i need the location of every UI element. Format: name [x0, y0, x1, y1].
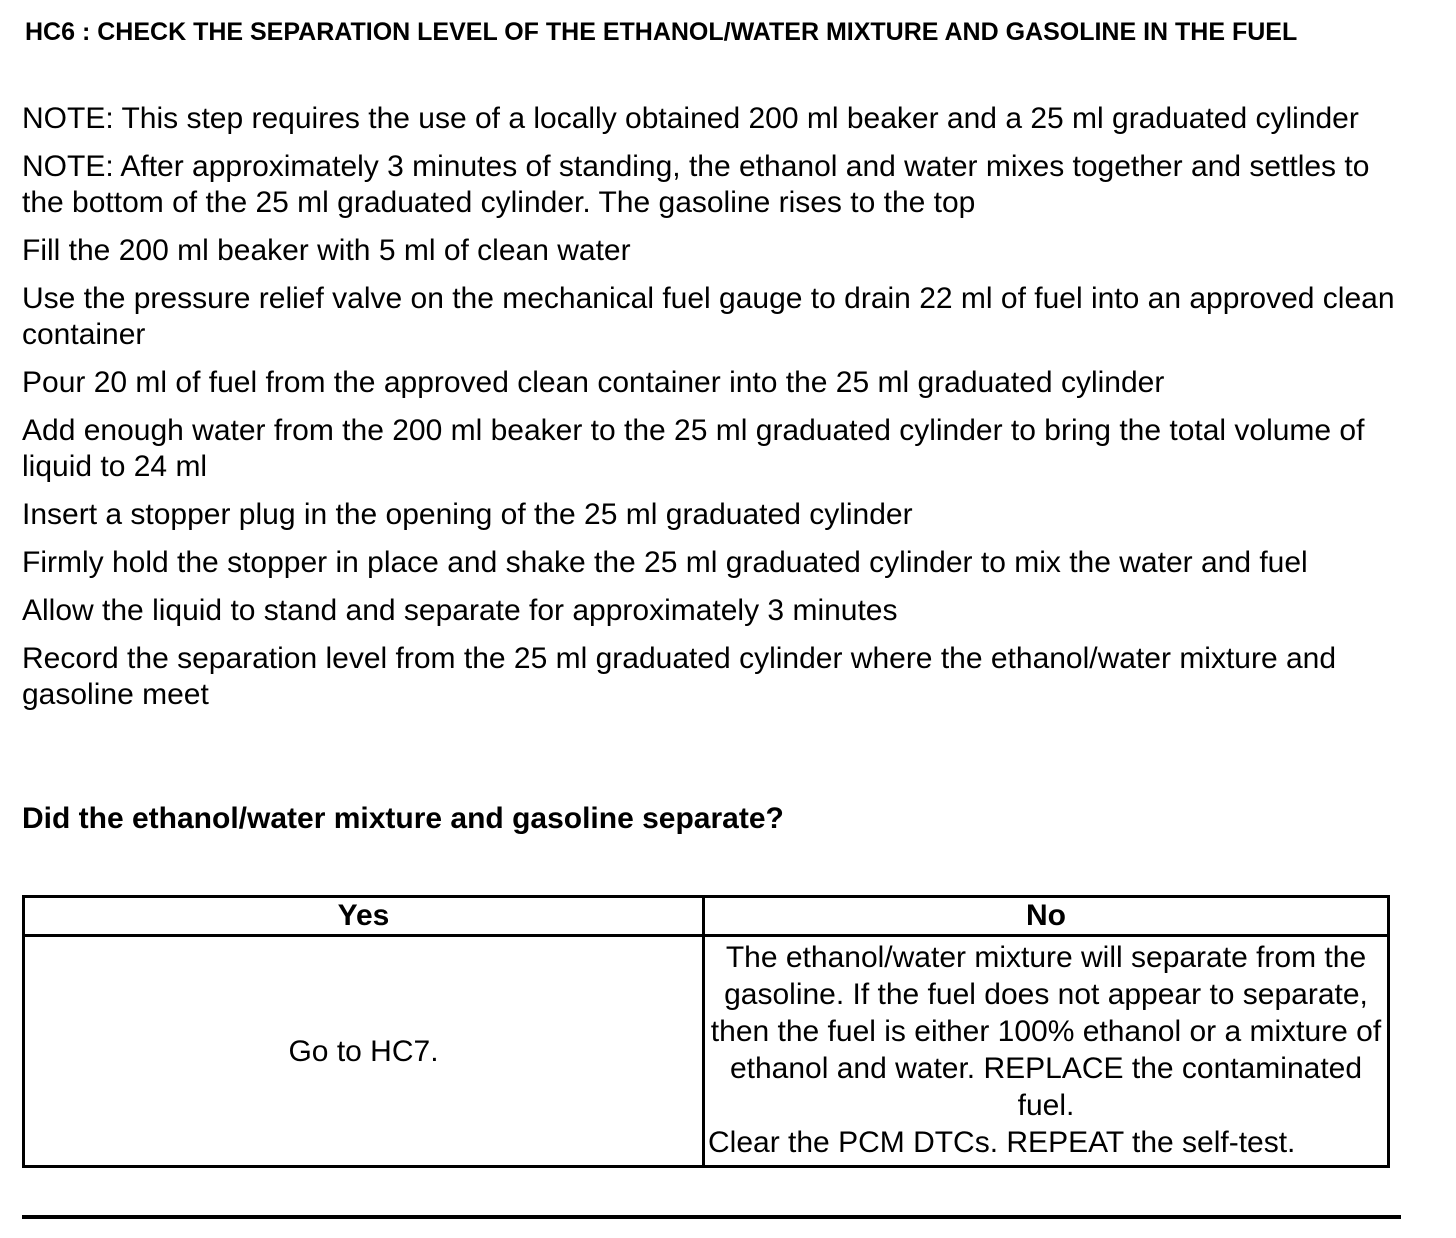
- yes-action: Go to HC7.: [24, 936, 704, 1167]
- step-record-level: Record the separation level from the 25 ml graduated cylinder where the ethanol/water mixture and gasoline meet: [22, 642, 1337, 711]
- step-shake-cylinder: Firmly hold the stopper in place and shake the 25 ml graduated cylinder to mix the water and fuel: [22, 546, 1308, 579]
- step-fill-beaker: Fill the 200 ml beaker with 5 ml of clean water: [22, 234, 631, 267]
- procedure-steps: [22, 101, 1417, 725]
- decision-header-row: [24, 897, 1389, 936]
- bottom-divider: [22, 1215, 1401, 1219]
- no-action-cell: [704, 936, 1389, 1167]
- no-header: No: [704, 897, 1389, 936]
- decision-action-row: [24, 936, 1389, 1167]
- yes-header: Yes: [24, 897, 704, 936]
- decision-question: Did the ethanol/water mixture and gasoline separate?: [22, 802, 784, 835]
- decision-table: [22, 895, 1390, 1168]
- procedure-heading: HC6 : CHECK THE SEPARATION LEVEL OF THE ETHANOL/WATER MIXTURE AND GASOLINE IN THE FUEL: [25, 18, 1298, 46]
- step-allow-stand: Allow the liquid to stand and separate for approximately 3 minutes: [22, 594, 898, 627]
- step-drain-fuel: Use the pressure relief valve on the mechanical fuel gauge to drain 22 ml of fuel into an approved clean container: [22, 282, 1395, 351]
- no-action-extra: Clear the PCM DTCs. REPEAT the self-test.: [708, 1126, 1296, 1159]
- step-note-settling: NOTE: After approximately 3 minutes of standing, the ethanol and water mixes together and settles to the bottom of the 25 ml graduated cylinder. The gasoline rises to the top: [22, 150, 1370, 219]
- step-pour-fuel: Pour 20 ml of fuel from the approved clean container into the 25 ml graduated cylinder: [22, 366, 1165, 399]
- no-action: The ethanol/water mixture will separate from the gasoline. If the fuel does not appear to separate, then the fuel is either 100% ethanol or a mixture of ethanol and water. REPLACE the contaminated fuel.: [710, 941, 1382, 1122]
- step-add-water: Add enough water from the 200 ml beaker to the 25 ml graduated cylinder to bring the total volume of liquid to 24 ml: [22, 414, 1365, 483]
- step-insert-stopper: Insert a stopper plug in the opening of the 25 ml graduated cylinder: [22, 498, 913, 531]
- step-note-equipment: NOTE: This step requires the use of a locally obtained 200 ml beaker and a 25 ml graduated cylinder: [22, 102, 1359, 135]
